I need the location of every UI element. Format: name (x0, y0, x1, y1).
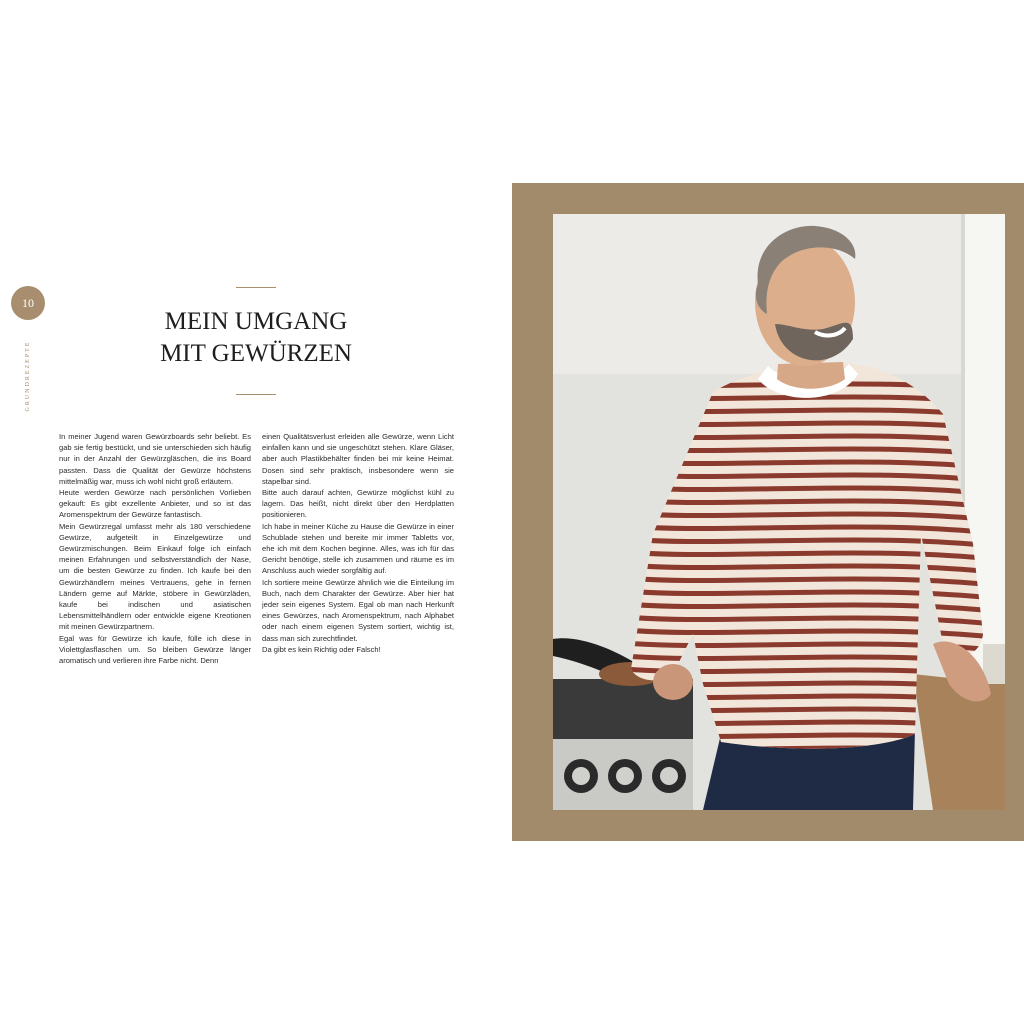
paragraph: Da gibt es kein Richtig oder Falsch! (262, 644, 381, 654)
paragraph: Bitte auch darauf achten, Gewürze möglichst kühl zu lagern. Das heißt, nicht direkt über den Herdplatten positionieren. (262, 488, 454, 520)
portrait-illustration (553, 214, 1005, 810)
paragraph: Mein Gewürzregal umfasst mehr als 180 verschiedene Gewürze, aufgeteilt in Einzelgewürze und Gewürzmischungen. Beim Einkauf folge ich einfach meinen Erfahrungen und selbstverständlich der Nase, um die besten Gewürze zu finden. Ich kaufe bei den Gewürzhändlern meines Vertrauens, gehe in fernen Ländern gerne auf Märkte, stöbere in Gewürzläden, kaufe bei indischen und asiatischen Lebensmittelhändlern oder entwickle eigene Kreotionen mit meinen Gewürzpartnern. (59, 521, 251, 632)
paragraph: Ich habe in meiner Küche zu Hause die Gewürze in einer Schublade stehen und bereite mir immer Tabletts vor, ehe ich mit dem Kochen beginne. Alles, was ich für das Gericht benötige, stelle ich zusammen und räume es im Anschluss auch wieder sorgfältig auf. (262, 521, 454, 576)
paragraph: Ich sortiere meine Gewürze ähnlich wie die Einteilung im Buch, nach dem Charakter der Gewürze. Aber hier hat jeder sein eigenes System. Egal ob man nach Herkunft eines Gewürzes, nach Aromenspektrum, nach Alphabet oder nach einem eigenen System sortiert, wichtig ist, dass man sich zurechtfindet. (262, 577, 454, 643)
page-title (106, 306, 406, 370)
paragraph: In meiner Jugend waren Gewürzboards sehr beliebt. Es gab sie fertig bestückt, und sie unterschieden sich häufig nur in der Anzahl der Gewürzgläschen, die ins Board passten. Dass die Qualität der Gewürze höchstens mittelmäßig war, muss ich wohl nicht groß erläutern. (59, 432, 251, 486)
photo-frame (512, 183, 1024, 841)
paragraph: einen Qualitätsverlust erleiden alle Gewürze, wenn Licht einfallen kann und sie ungeschützt stehen. Klare Gläser, aber auch Plastikbehälter finden bei mir keine Heimat. Dosen sind sehr praktisch, insbesondere wenn sie stapelbar sind. (262, 432, 454, 486)
title-line-1: MEIN UMGANG (164, 308, 348, 335)
text-column-2 (262, 431, 454, 655)
title-rule-top (236, 287, 276, 288)
section-side-label: GRUNDREZEPTE (25, 340, 31, 412)
title-line-2: MIT GEWÜRZEN (160, 340, 352, 367)
page-number-badge: 10 (11, 286, 45, 320)
paragraph: Egal was für Gewürze ich kaufe, fülle ich diese in Violettglasflaschen um. So bleiben Gewürze länger aromatisch und verlieren ihre Farbe nicht. Denn (59, 633, 251, 666)
portrait-photo (553, 214, 1005, 810)
text-column-1 (59, 431, 251, 666)
left-hand (653, 664, 693, 700)
title-rule-bottom (236, 394, 276, 395)
stove-knobs (564, 759, 686, 793)
paragraph: Heute werden Gewürze nach persönlichen Vorlieben gekauft: Es gibt exzellente Anbieter, und so ist das Aromenspektrum der Gewürze fantastisch. (59, 488, 251, 520)
